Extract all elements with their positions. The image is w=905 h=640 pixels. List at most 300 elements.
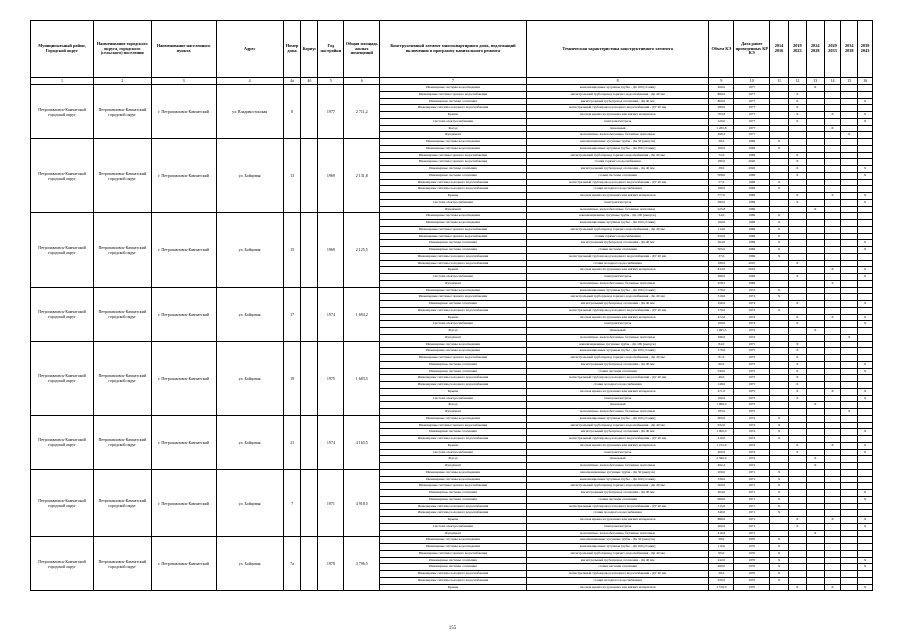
period-2014-2016-cell <box>770 159 789 166</box>
period-2029-2033-cell: X <box>824 517 841 524</box>
column-header: Техническая характеристика конструктивного элемента <box>526 21 708 78</box>
period-2024-2028-cell <box>806 193 824 200</box>
last-repair-date-cell: 1971 <box>734 469 770 476</box>
period-2029-2033-cell <box>824 341 841 348</box>
period-2039-2043-cell <box>858 125 873 132</box>
period-2029-2033-cell <box>824 98 841 105</box>
period-2014-2016-cell: X <box>770 483 789 490</box>
period-2034-2038-cell <box>841 537 858 544</box>
last-repair-date-cell: 1969 <box>734 274 770 281</box>
period-2024-2028-cell: X <box>806 530 824 537</box>
volume-cell: 889,0 <box>709 517 734 524</box>
period-2029-2033-cell <box>824 348 841 355</box>
column-number: 4а <box>283 78 301 85</box>
volume-cell: 1 065,5 <box>709 328 734 335</box>
column-header: 2019 2023 <box>788 21 806 78</box>
district-cell: Петропавловск-Камчатский городской округ <box>31 537 94 591</box>
period-2034-2038-cell <box>841 577 858 584</box>
period-2029-2033-cell <box>824 375 841 382</box>
period-2034-2038-cell <box>841 220 858 227</box>
period-2039-2043-cell: X <box>858 395 873 402</box>
period-2014-2016-cell <box>770 388 789 395</box>
element-cell: Инженерные системы горячего водоснабжения <box>380 91 527 98</box>
characteristic-cell: магистральный трубопровод холодного водоснабжения - ДУ 40 мм <box>526 179 708 186</box>
volume-cell: 114,0 <box>709 226 734 233</box>
period-2039-2043-cell: X <box>858 247 873 254</box>
period-2014-2016-cell: X <box>770 436 789 443</box>
period-2034-2038-cell <box>841 152 858 159</box>
period-2039-2043-cell <box>858 544 873 551</box>
period-2019-2023-cell <box>788 550 806 557</box>
characteristic-cell: канализационные чугунные трубы - Дн 100 (стояки) <box>526 348 708 355</box>
last-repair-date-cell: 1970 <box>734 557 770 564</box>
element-cell: Система электроснабжения <box>380 449 527 456</box>
last-repair-date-cell: 1970 <box>734 571 770 578</box>
period-2024-2028-cell <box>806 469 824 476</box>
characteristic-cell: монолитные, железобетонные, бетонные ленточные <box>526 206 708 213</box>
column-number: 11 <box>770 78 789 85</box>
period-2034-2038-cell <box>841 550 858 557</box>
volume-cell: 960,0 <box>709 496 734 503</box>
last-repair-date-cell: 1974 <box>734 463 770 470</box>
element-cell: Инженерные системы горячего водоснабжения <box>380 226 527 233</box>
element-cell: Инженерные системы холодного водоснабжения <box>380 382 527 389</box>
period-2029-2033-cell <box>824 328 841 335</box>
period-2019-2023-cell <box>788 537 806 544</box>
period-2029-2033-cell <box>824 199 841 206</box>
period-2029-2033-cell <box>824 91 841 98</box>
column-number: 3 <box>151 78 216 85</box>
period-2019-2023-cell: X <box>788 375 806 382</box>
period-2034-2038-cell <box>841 166 858 173</box>
characteristic-cell: магистральный трубопровод холодного водоснабжения - ДУ 40 мм <box>526 375 708 382</box>
period-2039-2043-cell: X <box>858 118 873 125</box>
settlement-cell: Петропавловск-Камчатский городской округ <box>93 341 151 415</box>
period-2039-2043-cell: X <box>858 368 873 375</box>
period-2024-2028-cell <box>806 240 824 247</box>
period-2029-2033-cell <box>824 402 841 409</box>
period-2024-2028-cell: X <box>806 206 824 213</box>
last-repair-date-cell: 1969 <box>734 145 770 152</box>
period-2034-2038-cell <box>841 301 858 308</box>
volume-cell: 225,8 <box>709 206 734 213</box>
column-header: 2029 2033 <box>824 21 841 78</box>
period-2029-2033-cell <box>824 118 841 125</box>
period-2029-2033-cell: X <box>824 314 841 321</box>
period-2019-2023-cell: X <box>788 517 806 524</box>
period-2034-2038-cell: X <box>841 409 858 416</box>
period-2034-2038-cell <box>841 186 858 193</box>
last-repair-date-cell: 1975 <box>734 375 770 382</box>
period-2019-2023-cell <box>788 220 806 227</box>
characteristic-cell: панельный <box>526 456 708 463</box>
volume-cell: 777,0 <box>709 193 734 200</box>
element-cell: Инженерные системы горячего водоснабжения <box>380 152 527 159</box>
column-number: 14 <box>824 78 841 85</box>
characteristic-cell: электромагистраль <box>526 523 708 530</box>
period-2014-2016-cell: X <box>770 544 789 551</box>
last-repair-date-cell: 2010 <box>734 260 770 267</box>
last-repair-date-cell: 1969 <box>734 213 770 220</box>
period-2019-2023-cell: X <box>788 395 806 402</box>
period-2039-2043-cell <box>858 483 873 490</box>
period-2024-2028-cell <box>806 409 824 416</box>
period-2014-2016-cell: X <box>770 429 789 436</box>
period-2029-2033-cell <box>824 274 841 281</box>
period-2029-2033-cell <box>824 213 841 220</box>
characteristic-cell: канализационные чугунные трубы - Дн 100 (стояки) <box>526 476 708 483</box>
period-2039-2043-cell <box>858 206 873 213</box>
period-2034-2038-cell <box>841 375 858 382</box>
period-2039-2043-cell: X <box>858 172 873 179</box>
period-2014-2016-cell <box>770 368 789 375</box>
period-2019-2023-cell: X <box>788 166 806 173</box>
period-2024-2028-cell <box>806 449 824 456</box>
period-2014-2016-cell <box>770 402 789 409</box>
element-cell: Фасад <box>380 402 527 409</box>
period-2024-2028-cell <box>806 476 824 483</box>
period-2019-2023-cell: X <box>788 382 806 389</box>
period-2019-2023-cell: X <box>788 152 806 159</box>
period-2019-2023-cell <box>788 577 806 584</box>
last-repair-date-cell: 1974 <box>734 442 770 449</box>
element-cell: Инженерные системы горячего водоснабжения <box>380 355 527 362</box>
characteristic-cell: магистральный трубопровод холодного водоснабжения - ДУ 40 мм <box>526 253 708 260</box>
last-repair-date-cell: 1971 <box>734 476 770 483</box>
period-2034-2038-cell <box>841 247 858 254</box>
period-2024-2028-cell: X <box>806 463 824 470</box>
period-2029-2033-cell <box>824 503 841 510</box>
volume-cell: 298,2 <box>709 132 734 139</box>
last-repair-date-cell: 1974 <box>734 307 770 314</box>
volume-cell: 37,0 <box>709 253 734 260</box>
element-cell: Инженерные системы водоотведения <box>380 213 527 220</box>
element-cell: Инженерные системы отопления <box>380 496 527 503</box>
element-cell: Система электроснабжения <box>380 321 527 328</box>
characteristic-cell: канализационные чугунные трубы - Дн 100 (выпуск) <box>526 341 708 348</box>
program-table-sheet <box>30 20 873 591</box>
period-2014-2016-cell <box>770 314 789 321</box>
period-2029-2033-cell <box>824 139 841 146</box>
column-number: 1 <box>31 78 94 85</box>
period-2019-2023-cell <box>788 402 806 409</box>
period-2014-2016-cell: X <box>770 564 789 571</box>
element-cell: Система электроснабжения <box>380 523 527 530</box>
characteristic-cell: монолитные, железобетонные, бетонные ленточные <box>526 409 708 416</box>
period-2014-2016-cell <box>770 523 789 530</box>
last-repair-date-cell: 1970 <box>734 577 770 584</box>
column-header: Объем КЭ <box>709 21 734 78</box>
period-2039-2043-cell <box>858 105 873 112</box>
characteristic-cell: стояки холодного водоснабжения <box>526 577 708 584</box>
period-2024-2028-cell: X <box>806 402 824 409</box>
period-2029-2033-cell <box>824 260 841 267</box>
period-2029-2033-cell: X <box>824 584 841 591</box>
period-2024-2028-cell <box>806 496 824 503</box>
period-2014-2016-cell <box>770 321 789 328</box>
period-2014-2016-cell <box>770 375 789 382</box>
last-repair-date-cell: 1969 <box>734 206 770 213</box>
column-header: Год постройки <box>318 21 344 78</box>
period-2014-2016-cell: X <box>770 226 789 233</box>
volume-cell: 1 265,8 <box>709 125 734 132</box>
period-2014-2016-cell <box>770 348 789 355</box>
period-2034-2038-cell <box>841 382 858 389</box>
volume-cell: 280,0 <box>709 274 734 281</box>
period-2024-2028-cell <box>806 274 824 281</box>
element-cell: Фасад <box>380 328 527 335</box>
period-2019-2023-cell <box>788 139 806 146</box>
last-repair-date-cell: 2020 <box>734 166 770 173</box>
house-number-cell: 19 <box>283 341 301 415</box>
period-2024-2028-cell: X <box>806 328 824 335</box>
period-2039-2043-cell <box>858 159 873 166</box>
period-2034-2038-cell <box>841 233 858 240</box>
period-2029-2033-cell <box>824 321 841 328</box>
period-2029-2033-cell <box>824 483 841 490</box>
period-2029-2033-cell <box>824 523 841 530</box>
district-cell: Петропавловск-Камчатский городской округ <box>31 415 94 469</box>
volume-cell: 96,0 <box>709 361 734 368</box>
period-2029-2033-cell <box>824 253 841 260</box>
period-2034-2038-cell <box>841 199 858 206</box>
period-2034-2038-cell <box>841 415 858 422</box>
volume-cell: 160,0 <box>709 145 734 152</box>
period-2034-2038-cell <box>841 436 858 443</box>
volume-cell: 110,0 <box>709 544 734 551</box>
last-repair-date-cell: 1975 <box>734 361 770 368</box>
period-2024-2028-cell <box>806 483 824 490</box>
period-2039-2043-cell: X <box>858 361 873 368</box>
last-repair-date-cell: 1971 <box>734 483 770 490</box>
period-2019-2023-cell: X <box>788 449 806 456</box>
characteristic-cell: плоская крыша из рулонных или мягких материалов <box>526 193 708 200</box>
period-2019-2023-cell <box>788 240 806 247</box>
period-2039-2043-cell <box>858 253 873 260</box>
last-repair-date-cell: 1975 <box>734 348 770 355</box>
last-repair-date-cell: 1971 <box>734 503 770 510</box>
period-2014-2016-cell <box>770 267 789 274</box>
locality-cell: г. Петропавловск-Камчатский <box>151 85 216 139</box>
period-2039-2043-cell <box>858 260 873 267</box>
characteristic-cell: канализационные чугунные трубы - Дн 100 (выпуск) <box>526 213 708 220</box>
period-2034-2038-cell <box>841 348 858 355</box>
column-header: 2034 2038 <box>841 21 858 78</box>
period-2024-2028-cell <box>806 118 824 125</box>
volume-cell: 120,0 <box>709 118 734 125</box>
last-repair-date-cell: 1970 <box>734 550 770 557</box>
period-2014-2016-cell: X <box>770 179 789 186</box>
element-cell: Система электроснабжения <box>380 395 527 402</box>
volume-cell: 28,0 <box>709 166 734 173</box>
element-cell: Крыша <box>380 267 527 274</box>
period-2034-2038-cell: X <box>841 334 858 341</box>
build-year-cell: 1969 <box>318 213 344 287</box>
volume-cell: 34,0 <box>709 213 734 220</box>
address-cell: ул. Бойцовая <box>216 287 283 341</box>
characteristic-cell: монолитные, железобетонные, бетонные ленточные <box>526 280 708 287</box>
period-2034-2038-cell <box>841 139 858 146</box>
period-2024-2028-cell <box>806 112 824 119</box>
period-2034-2038-cell <box>841 118 858 125</box>
table-row <box>31 213 873 220</box>
last-repair-date-cell: 1974 <box>734 429 770 436</box>
period-2039-2043-cell: X <box>858 98 873 105</box>
period-2039-2043-cell: X <box>858 564 873 571</box>
volume-cell: 763,8 <box>709 112 734 119</box>
build-year-cell: 1969 <box>318 139 344 213</box>
period-2014-2016-cell <box>770 199 789 206</box>
element-cell: Инженерные системы холодного водоснабжения <box>380 260 527 267</box>
period-2014-2016-cell: X <box>770 253 789 260</box>
volume-cell: 160,0 <box>709 321 734 328</box>
last-repair-date-cell: 1974 <box>734 436 770 443</box>
volume-cell: 176,0 <box>709 348 734 355</box>
period-2014-2016-cell <box>770 456 789 463</box>
element-cell: Система электроснабжения <box>380 199 527 206</box>
last-repair-date-cell: 1974 <box>734 301 770 308</box>
period-2034-2038-cell <box>841 172 858 179</box>
column-number: 15 <box>841 78 858 85</box>
period-2024-2028-cell <box>806 220 824 227</box>
period-2039-2043-cell <box>858 571 873 578</box>
volume-cell: 38,0 <box>709 571 734 578</box>
table-body <box>31 85 873 591</box>
period-2034-2038-cell <box>841 476 858 483</box>
period-2029-2033-cell <box>824 429 841 436</box>
characteristic-cell: плоская крыша из рулонных или мягких материалов <box>526 267 708 274</box>
house-number-cell: 7а <box>283 537 301 591</box>
element-cell: Инженерные системы водоотведения <box>380 415 527 422</box>
period-2019-2023-cell: X <box>788 98 806 105</box>
period-2024-2028-cell <box>806 314 824 321</box>
house-number-cell: 21 <box>283 415 301 469</box>
period-2019-2023-cell <box>788 490 806 497</box>
volume-cell: 176,0 <box>709 287 734 294</box>
period-2029-2033-cell <box>824 179 841 186</box>
last-repair-date-cell: 1970 <box>734 537 770 544</box>
corpus-cell <box>301 213 318 287</box>
last-repair-date-cell: 1969 <box>734 226 770 233</box>
characteristic-cell: стояки горячего водоснабжения <box>526 233 708 240</box>
period-2014-2016-cell <box>770 105 789 112</box>
address-cell: ул. Владивостокская <box>216 85 283 139</box>
period-2029-2033-cell <box>824 186 841 193</box>
element-cell: Инженерные системы холодного водоснабжения <box>380 375 527 382</box>
period-2034-2038-cell <box>841 496 858 503</box>
period-2034-2038-cell <box>841 193 858 200</box>
period-2014-2016-cell <box>770 341 789 348</box>
characteristic-cell: магистральный трубопровод горячего водоснабжения - Дн 40 мм <box>526 91 708 98</box>
characteristic-cell: стояки холодного водоснабжения <box>526 186 708 193</box>
header-row <box>31 21 873 78</box>
period-2024-2028-cell <box>806 294 824 301</box>
period-2034-2038-cell <box>841 98 858 105</box>
volume-cell: 260,0 <box>709 85 734 92</box>
period-2039-2043-cell: X <box>858 557 873 564</box>
element-cell: Инженерные системы холодного водоснабжения <box>380 571 527 578</box>
period-2014-2016-cell <box>770 355 789 362</box>
period-2039-2043-cell <box>858 226 873 233</box>
period-2034-2038-cell <box>841 294 858 301</box>
period-2024-2028-cell <box>806 503 824 510</box>
period-2024-2028-cell <box>806 550 824 557</box>
element-cell: Инженерные системы горячего водоснабжения <box>380 159 527 166</box>
period-2024-2028-cell <box>806 422 824 429</box>
period-2039-2043-cell <box>858 280 873 287</box>
period-2014-2016-cell <box>770 301 789 308</box>
characteristic-cell: магистральный трубопровод отопления - Дн 40 мм <box>526 557 708 564</box>
characteristic-cell: плоская крыша из рулонных или мягких материалов <box>526 314 708 321</box>
period-2019-2023-cell <box>788 503 806 510</box>
period-2019-2023-cell <box>788 429 806 436</box>
period-2019-2023-cell: X <box>788 159 806 166</box>
volume-cell: 471,0 <box>709 388 734 395</box>
period-2039-2043-cell: X <box>858 240 873 247</box>
period-2024-2028-cell <box>806 145 824 152</box>
characteristic-cell: магистральный трубопровод горячего водоснабжения - Дн 40 мм <box>526 152 708 159</box>
period-2029-2033-cell <box>824 220 841 227</box>
element-cell: Инженерные системы холодного водоснабжения <box>380 503 527 510</box>
period-2024-2028-cell: X <box>806 456 824 463</box>
period-2014-2016-cell <box>770 193 789 200</box>
volume-cell: 812,0 <box>709 267 734 274</box>
period-2039-2043-cell <box>858 355 873 362</box>
period-2029-2033-cell <box>824 334 841 341</box>
period-2039-2043-cell: X <box>858 321 873 328</box>
volume-cell: 38,0 <box>709 139 734 146</box>
period-2024-2028-cell <box>806 226 824 233</box>
characteristic-cell: электромагистраль <box>526 321 708 328</box>
period-2029-2033-cell <box>824 85 841 92</box>
period-2024-2028-cell <box>806 429 824 436</box>
period-2034-2038-cell <box>841 544 858 551</box>
house-number-cell: 13 <box>283 139 301 213</box>
element-cell: Инженерные системы горячего водоснабжения <box>380 422 527 429</box>
period-2019-2023-cell: X <box>788 193 806 200</box>
period-2034-2038-cell <box>841 213 858 220</box>
column-number: 16 <box>858 78 873 85</box>
house-number-cell: 17 <box>283 287 301 341</box>
period-2029-2033-cell <box>824 550 841 557</box>
characteristic-cell: канализационные чугунные трубы - Дн 100 (стояки) <box>526 544 708 551</box>
last-repair-date-cell: 1974 <box>734 449 770 456</box>
district-cell: Петропавловск-Камчатский городской округ <box>31 287 94 341</box>
last-repair-date-cell: 1975 <box>734 382 770 389</box>
characteristic-cell: стояки системы отопления <box>526 564 708 571</box>
settlement-cell: Петропавловск-Камчатский городской округ <box>93 287 151 341</box>
period-2034-2038-cell <box>841 179 858 186</box>
volume-cell: 185,0 <box>709 409 734 416</box>
element-cell: Инженерные системы водоотведения <box>380 537 527 544</box>
period-2014-2016-cell: X <box>770 247 789 254</box>
volume-cell: 81,0 <box>709 355 734 362</box>
period-2024-2028-cell <box>806 125 824 132</box>
period-2019-2023-cell <box>788 145 806 152</box>
element-cell: Крыша <box>380 314 527 321</box>
element-cell: Инженерные системы отопления <box>380 240 527 247</box>
corpus-cell <box>301 537 318 591</box>
period-2014-2016-cell <box>770 449 789 456</box>
table-row <box>31 85 873 92</box>
address-cell: ул. Бойцовая <box>216 341 283 415</box>
element-cell: Инженерные системы холодного водоснабжения <box>380 436 527 443</box>
period-2024-2028-cell <box>806 395 824 402</box>
period-2029-2033-cell <box>824 166 841 173</box>
period-2039-2043-cell: X <box>858 166 873 173</box>
column-header: Номер дома <box>283 21 301 78</box>
living-area-cell: 2 711,2 <box>344 85 380 139</box>
